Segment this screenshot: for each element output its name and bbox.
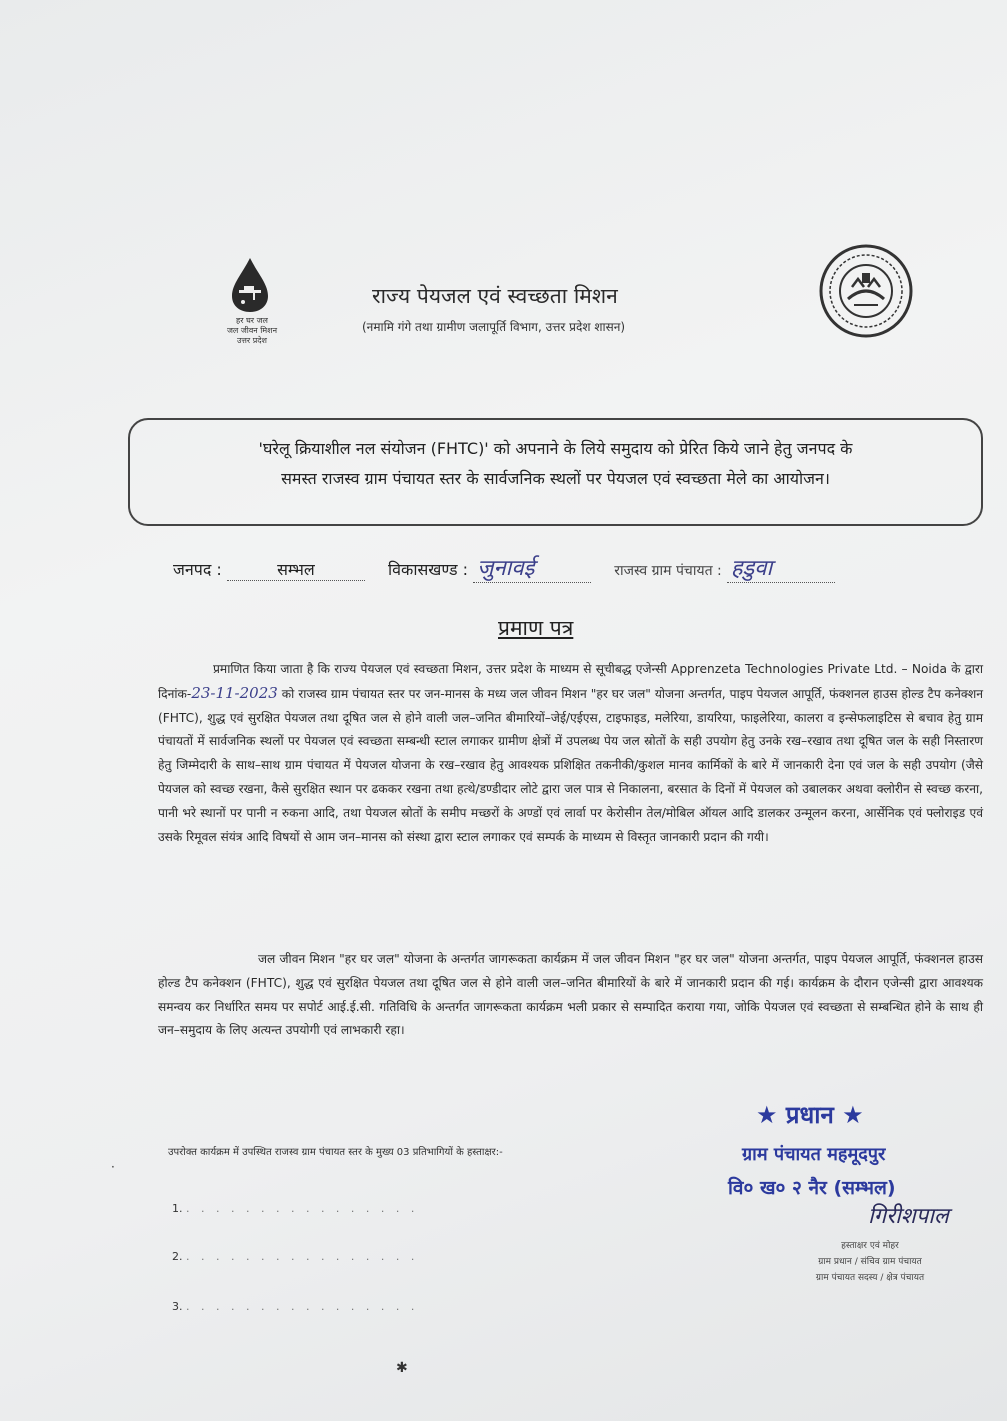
signatory-line: 2. . . . . . . . . . . . . . . . . — [172, 1250, 419, 1263]
up-state-emblem-icon — [818, 243, 914, 339]
page-title: राज्य पेयजल एवं स्वच्छता मिशन — [372, 284, 618, 308]
panchayat-value: हडुवा — [727, 552, 835, 583]
designation-line: ग्राम प्रधान / संचिव ग्राम पंचायत — [818, 1257, 922, 1267]
signatory-number: 2. — [172, 1250, 183, 1263]
signatory-line: 3. . . . . . . . . . . . . . . . . — [172, 1300, 419, 1313]
water-drop-logo-icon — [228, 256, 272, 314]
stamp-panchayat: ग्राम पंचायत महमूदपुर — [742, 1144, 886, 1165]
paragraph-1-text-start: प्रमाणित किया जाता है कि राज्य पेयजल एवं स्वच्छता मिशन, उत्तर प्रदेश के माध्यम से सूचीबद्ध एजेन्सी Apprenzeta Technologies Private Ltd. – Noida के द्वारा दिनांक- — [158, 662, 983, 701]
event-title-banner — [128, 418, 983, 526]
signatory-number: 1. — [172, 1202, 183, 1215]
page-mark: ✱ — [396, 1360, 408, 1376]
logo-caption-line: उत्तर प्रदेश — [237, 336, 267, 345]
location-fields — [173, 552, 853, 583]
signatory-line: 1. . . . . . . . . . . . . . . . . — [172, 1202, 419, 1215]
block-label: विकासखण्ड : — [388, 560, 469, 579]
handwritten-date: 23-11-2023 — [191, 683, 278, 702]
banner-line: समस्त राजस्व ग्राम पंचायत स्तर के सार्वजनिक स्थलों पर पेयजल एवं स्वच्छता मेले का आयोजन। — [281, 469, 830, 488]
handwritten-signature: गिरीशपाल — [868, 1204, 949, 1229]
block-value: जुनावई — [473, 552, 591, 583]
paragraph-2-text: जल जीवन मिशन "हर घर जल" योजना के अन्तर्गत जागरूकता कार्यक्रम में जल जीवन मिशन "हर घर जल" योजना अन्तर्गत, पाइप पेयजल आपूर्ति, फंक्शनल हाउस होल्ड टैप कनेक्शन (FHTC), शुद्ध एवं सुरक्षित पेयजल तथा दूषित जल से होने वाली जल–जनित बीमारियों के बारे में जानकारी प्रदान की गई। कार्यक्रम के दौरान एजेन्सी द्वारा आवश्यक समन्वय कर निर्धारित समय पर सपोर्ट आई.ई.सी. गतिविधि के अन्तर्गत जागरूकता कार्यक्रम भली प्रकार से सम्पादित कराया गया, जोकि पेयजल एवं स्वच्छता से सम्बन्धित होने के साथ ही जन–समुदाय के लिए अत्यन्त उपयोगी एवं लाभकारी रहा। — [158, 952, 983, 1038]
signatory-number: 3. — [172, 1300, 183, 1313]
stamp-title: ★ प्रधान ★ — [756, 1101, 864, 1129]
margin-mark: · — [111, 1160, 115, 1174]
district-value: सम्भल — [227, 558, 365, 581]
district-label: जनपद : — [173, 560, 222, 579]
banner-line: 'घरेलू क्रियाशील नल संयोजन (FHTC)' को अपनाने के लिये समुदाय को प्रेरित किये जाने हेतु जनपद के — [258, 439, 853, 458]
designation-line: हस्ताक्षर एवं मोहर — [841, 1241, 899, 1251]
signature-designation-block — [760, 1238, 980, 1286]
certificate-title: प्रमाण पत्र — [498, 616, 574, 640]
panchayat-label: राजस्व ग्राम पंचायत : — [614, 563, 722, 579]
designation-line: ग्राम पंचायत सदस्य / क्षेत्र पंचायत — [815, 1273, 925, 1283]
certificate-paragraph-1 — [158, 658, 983, 849]
jal-jeevan-mission-logo — [212, 256, 292, 366]
page-subtitle: (नमामि गंगे तथा ग्रामीण जलापूर्ति विभाग, उत्तर प्रदेश शासन) — [362, 320, 626, 334]
logo-caption-line: हर घर जल — [236, 316, 268, 325]
paragraph-1-text-end: को राजस्व ग्राम पंचायत स्तर पर जन-मानस के मध्य जल जीवन मिशन "हर घर जल" योजना अन्तर्गत, पाइप पेयजल आपूर्ति, फंक्शनल हाउस होल्ड टैप कनेक्शन (FHTC), शुद्ध एवं सुरक्षित पेयजल तथा दूषित जल से होने वाली जल–जनित बीमारियों–जेई/एईएस, टाइफाइड, मलेरिया, डायरिया, फाइलेरिया, कालरा व इन्सेफलाइटिस से बचाव हेतु ग्राम पंचायतों में सार्वजनिक स्थलों पर पेयजल एवं स्वच्छता सम्बन्धी स्टाल लगाकर ग्रामीण क्षेत्रों में उपलब्ध पेय जल स्रोतों के सही उपयोग हेतु उनके रख–रखाव तथा दूषित जल के सही निस्तारण हेतु जिम्मेदारी के साथ–साथ ग्राम पंचायत में पेयजल योजना के रख–रखाव हेतु आवश्यक प्रशिक्षित तकनीकी/कुशल मानव कार्मिकों के बारे में जानकारी देना एवं जल के सही उपयोग (जैसे पेयजल को स्वच्छ रखना, कैसे सुरक्षित स्थान पर ढककर रखना तथा हत्थे/डण्डीदार लोटे द्वारा जल पात्र से निकालना, बरसात के दिनों में पेयजल को उबालकर अथवा क्लोरीन से स्वच्छ करना, पानी भरे स्थानों पर पानी न रुकना आदि, तथा पेयजल स्रोतों के समीप मच्छरों के अण्डों एवं लार्वा पर केरोसीन तेल/मोबिल ऑयल आदि डालकर उन्मूलन करना, आर्सेनिक एवं फ्लोराइड एवं उसके रिमूवल संयंत्र आदि विषयों से आम जन–मानस को संस्था द्वारा स्टाल लगाकर एवं सम्पर्क के माध्यम से विस्तृत जानकारी प्रदान की गयी। — [158, 686, 983, 844]
stamp-block: वि० ख० २ नैर (सम्भल) — [728, 1177, 896, 1199]
certificate-paragraph-2 — [158, 948, 983, 1043]
signatories-intro: उपरोक्त कार्यक्रम में उपस्थित राजस्व ग्राम पंचायत स्तर के मुख्य 03 प्रतिभागियों के हस्ताक्षर:- — [168, 1147, 503, 1158]
logo-caption-line: जल जीवन मिशन — [226, 326, 278, 335]
